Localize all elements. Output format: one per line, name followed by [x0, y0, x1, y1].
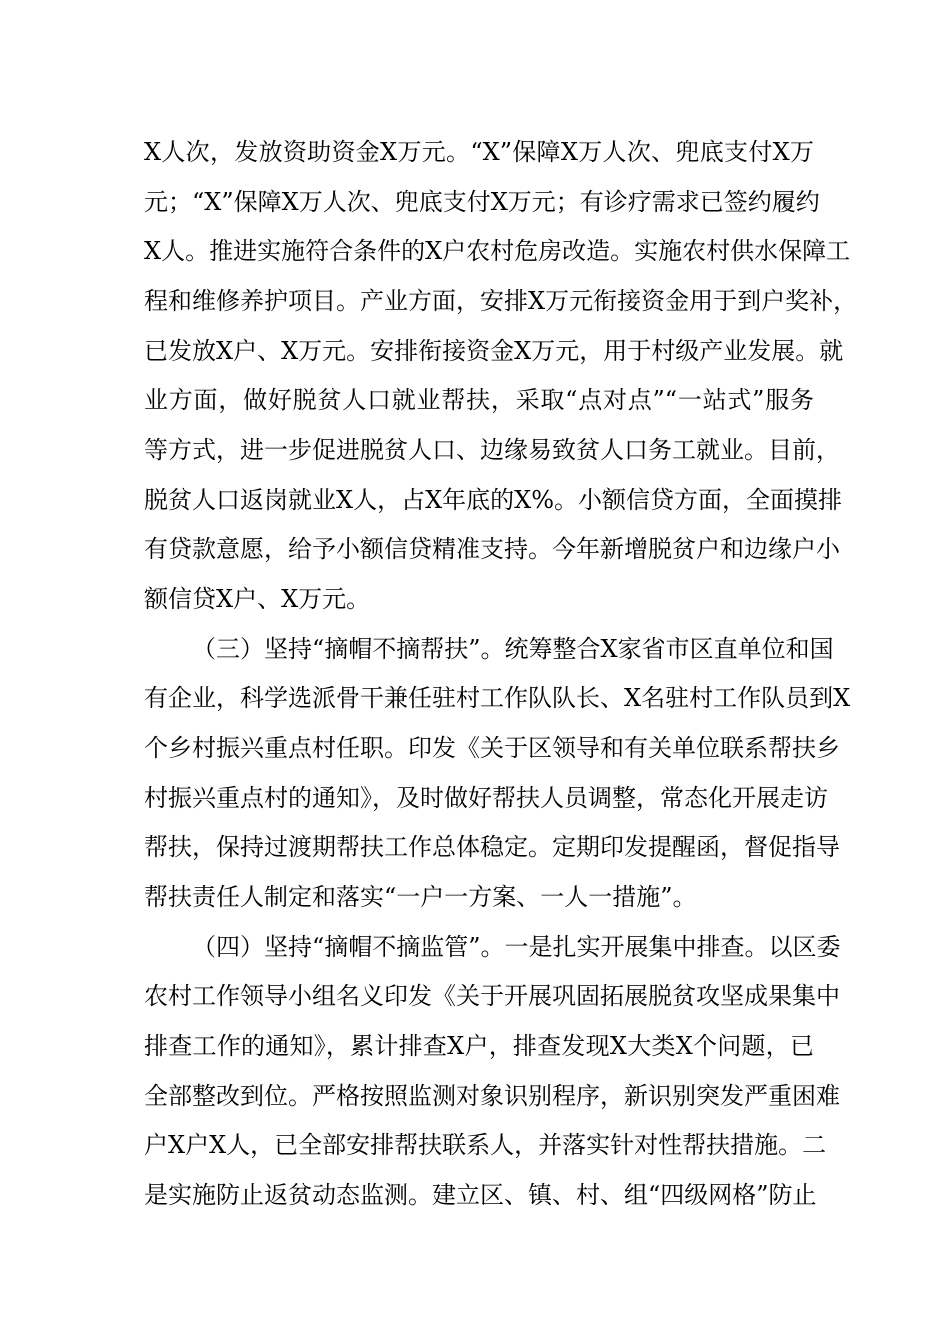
text-line: 已发放X户、X万元。安排衔接资金X万元，用于村级产业发展。就	[144, 337, 844, 365]
text-line: 等方式，进一步促进脱贫人口、边缘易致贫人口务工就业。目前，	[144, 436, 840, 464]
paragraph-start-line: （三）坚持“摘帽不摘帮扶”。统筹整合X家省市区直单位和国	[192, 635, 834, 663]
text-line: 帮扶，保持过渡期帮扶工作总体稳定。定期印发提醒函，督促指导	[144, 833, 840, 861]
text-line: 村振兴重点村的通知》，及时做好帮扶人员调整，常态化开展走访	[144, 784, 828, 812]
text-line: 排查工作的通知》，累计排查X户，排查发现X大类X个问题，已	[144, 1032, 814, 1060]
text-line: 有企业，科学选派骨干兼任驻村工作队队长、X名驻村工作队员到X	[144, 684, 851, 712]
text-line: 户X户X人，已全部安排帮扶联系人，并落实针对性帮扶措施。二	[144, 1131, 827, 1159]
text-line: 是实施防止返贫动态监测。建立区、镇、村、组“四级网格”防止	[144, 1181, 817, 1209]
text-line: X人。推进实施符合条件的X户农村危房改造。实施农村供水保障工	[144, 237, 851, 265]
text-line: 程和维修养护项目。产业方面，安排X万元衔接资金用于到户奖补，	[144, 287, 858, 315]
text-line: 业方面，做好脱贫人口就业帮扶，采取“点对点”“一站式”服务	[144, 386, 814, 414]
paragraph-start-line: （四）坚持“摘帽不摘监管”。一是扎实开展集中排查。以区委	[192, 933, 841, 961]
text-line: 帮扶责任人制定和落实“一户一方案、一人一措施”。	[144, 883, 697, 911]
text-line: 脱贫人口返岗就业X人，占X年底的X%。小额信贷方面，全面摸排	[144, 486, 843, 514]
text-line: 元；“X”保障X万人次、兜底支付X万元；有诊疗需求已签约履约	[144, 188, 820, 216]
text-line: X人次，发放资助资金X万元。“X”保障X万人次、兜底支付X万	[144, 138, 814, 166]
text-line: 有贷款意愿，给予小额信贷精准支持。今年新增脱贫户和边缘户小	[144, 535, 840, 563]
text-line: 全部整改到位。严格按照监测对象识别程序，新识别突发严重困难	[144, 1082, 840, 1110]
text-line: 额信贷X户、X万元。	[144, 585, 371, 613]
text-line: 个乡村振兴重点村任职。印发《关于区领导和有关单位联系帮扶乡	[144, 734, 840, 762]
text-line: 农村工作领导小组名义印发《关于开展巩固拓展脱贫攻坚成果集中	[144, 982, 840, 1010]
